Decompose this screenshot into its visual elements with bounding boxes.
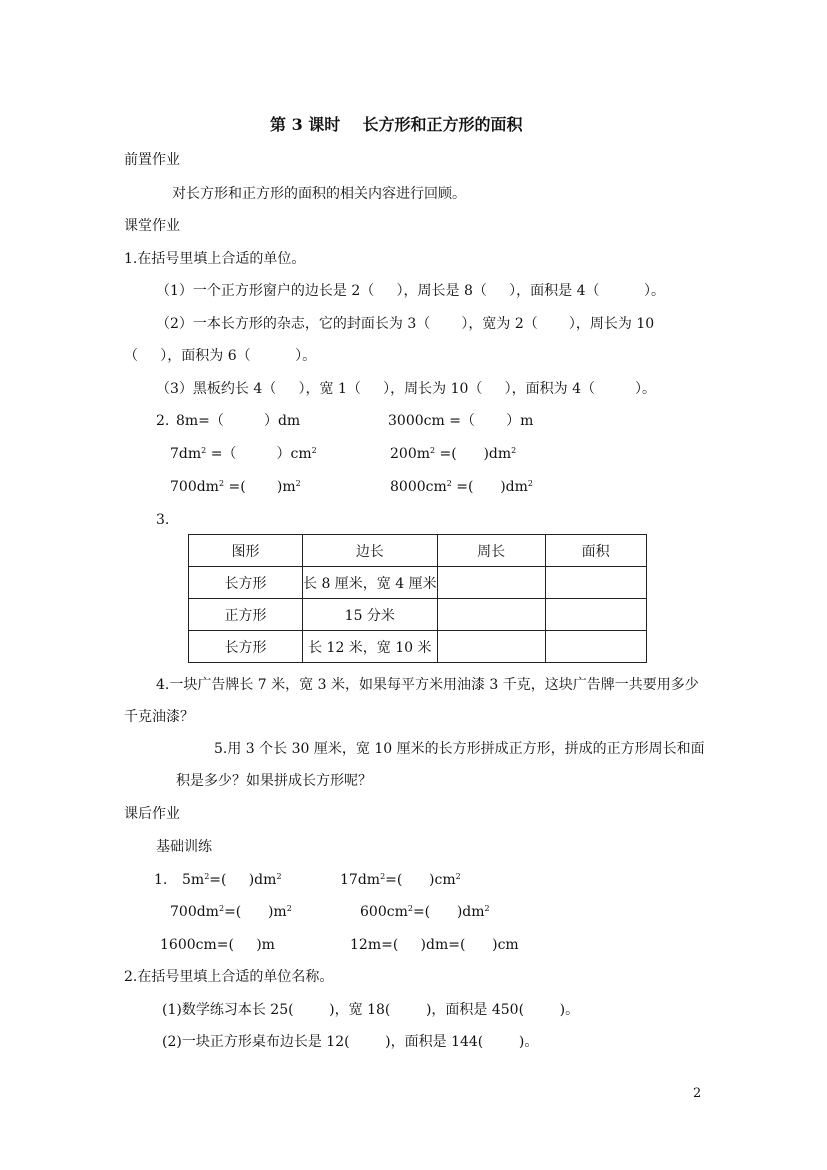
pre-instruction: 对长方形和正方形的面积的相关内容进行回顾。 [172, 186, 466, 202]
table-row [189, 599, 647, 631]
q1-item-2-line-1: （2）一本长方形的杂志，它的封面长为 3（ ），宽为 2（ ），周长为 10 [156, 316, 655, 332]
b1-r3-right: 12m=( )dm=( )cm [350, 937, 519, 953]
table-header-cell: 边长 [303, 535, 438, 567]
b1-number: 1. [154, 872, 168, 888]
section-heading-class: 课堂作业 [124, 218, 180, 234]
table-cell: 15 分米 [303, 599, 438, 631]
table-cell [437, 631, 545, 663]
q2-r1-right: 3000cm =（ ）m [388, 413, 534, 429]
q1-stem: 1.在括号里填上合适的单位。 [124, 251, 306, 267]
section-heading-pre: 前置作业 [124, 152, 180, 168]
table-cell [545, 567, 646, 599]
q2-r1-left: 8m=（ ）dm [176, 413, 301, 429]
q2-r2-left: $7dm^2$ =（ ）$cm^2$ [170, 446, 317, 462]
table-header-cell: 图形 [189, 535, 303, 567]
table-header-cell: 面积 [545, 535, 646, 567]
page-number: 2 [693, 1086, 702, 1101]
table-cell [437, 567, 545, 599]
b2-item-2: (2)一块正方形桌布边长是 12( )，面积是 144( )。 [162, 1034, 539, 1050]
b1-r2-left: $700dm^2=$( )$m^2$ [170, 904, 292, 920]
q5-line-1: 5.用 3 个长 30 厘米，宽 10 厘米的长方形拼成正方形，拼成的正方形周长和面 [214, 741, 705, 757]
table-cell [545, 631, 646, 663]
page-title: 第 3 课时 长方形和正方形的面积 [270, 115, 523, 134]
q4-line-2: 千克油漆？ [124, 709, 194, 725]
q1-item-1: （1）一个正方形窗户的边长是 2（ ），周长是 8（ ），面积是 4（ ）。 [156, 283, 665, 299]
table-row [189, 567, 647, 599]
table-cell: 长 12 米，宽 10 米 [303, 631, 438, 663]
q5-line-2: 积是多少？如果拼成长方形呢？ [176, 773, 372, 789]
q2-r3-right: $8000cm^2$ =( )$dm^2$ [390, 479, 533, 495]
b2-item-1: (1)数学练习本长 25( )，宽 18( )，面积是 450( )。 [162, 1002, 580, 1018]
q3-table [188, 534, 647, 663]
q1-item-2-line-2: （ ），面积为 6（ ）。 [124, 348, 317, 364]
table-cell: 长方形 [189, 567, 303, 599]
q2-r3-left: $700dm^2$ =( )$m^2$ [170, 479, 301, 495]
table-cell: 长 8 厘米，宽 4 厘米 [303, 567, 438, 599]
table-cell: 正方形 [189, 599, 303, 631]
q1-item-3: （3）黑板约长 4（ ），宽 1（ ），周长为 10（ ），面积为 4（ ）。 [156, 381, 657, 397]
b1-r1-left: $5m^2=$( )$dm^2$ [182, 872, 282, 888]
q4-line-1: 4.一块广告牌长 7 米，宽 3 米，如果每平方米用油漆 3 千克，这块广告牌一共要用多少 [156, 677, 699, 693]
table-header-row [189, 535, 647, 567]
b2-stem: 2.在括号里填上合适的单位名称。 [124, 969, 334, 985]
q2-r2-right: $200m^2$ =( )$dm^2$ [390, 446, 517, 462]
b1-r2-right: $600cm^2=$( )$dm^2$ [360, 904, 490, 920]
table-cell: 长方形 [189, 631, 303, 663]
q3-number: 3. [156, 512, 170, 528]
table-header-cell: 周长 [437, 535, 545, 567]
table-row [189, 631, 647, 663]
section-heading-after: 课后作业 [124, 806, 180, 822]
b1-r1-right: $17dm^2=$( )$cm^2$ [340, 872, 461, 888]
q2-number: 2. [156, 413, 170, 429]
table-cell [545, 599, 646, 631]
b1-r3-left: 1600cm=( )m [160, 937, 275, 953]
basic-training-heading: 基础训练 [156, 839, 212, 855]
table-cell [437, 599, 545, 631]
